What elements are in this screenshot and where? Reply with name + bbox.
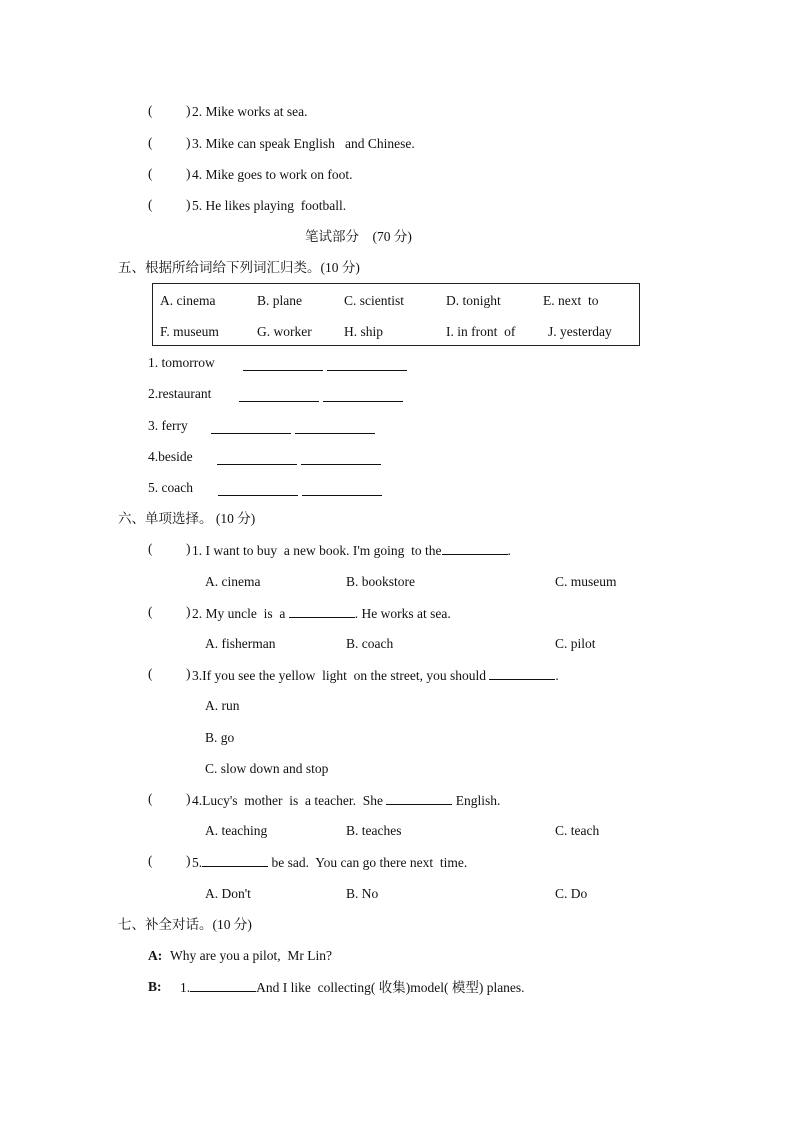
question-stem: 5. [192,855,203,870]
answer-blank[interactable] [327,357,407,371]
answer-paren-open[interactable]: ( [148,541,153,556]
question-stem-end: be sad. You can go there next time. [268,855,468,870]
answer-blank[interactable] [386,791,452,805]
dialogue-text-rest: And I like collecting( 收集)model( 模型) planes. [256,980,525,995]
speaker-a-label: A: [148,948,163,963]
answer-blank[interactable] [302,482,382,496]
question-text: 4. Mike goes to work on foot. [192,167,353,182]
answer-paren-open[interactable]: ( [148,853,153,868]
question-stem: 3.If you see the yellow light on the street, you should [192,668,490,683]
section6-title: 六、单项选择。 (10 分) [118,511,256,526]
answer-blank[interactable] [202,853,268,867]
option-c[interactable]: C. museum [555,574,617,589]
answer-blank[interactable] [301,451,381,465]
option-b[interactable]: B. bookstore [346,574,415,589]
answer-blank[interactable] [217,451,297,465]
answer-paren-open[interactable]: ( [148,135,153,150]
answer-paren-close: ) [186,853,191,868]
answer-blank[interactable] [239,388,319,402]
answer-paren-close: ) [186,103,191,118]
answer-paren-close: ) [186,166,191,181]
option-c[interactable]: C. pilot [555,636,596,651]
word-option: J. yesterday [548,324,612,339]
option-c[interactable]: C. slow down and stop [205,761,329,776]
answer-paren-open[interactable]: ( [148,666,153,681]
option-c[interactable]: C. teach [555,823,600,838]
blank-number: 1. [180,980,191,995]
question-text [192,791,500,810]
word-bank-box [152,283,640,346]
word-option: E. next to [543,293,599,308]
option-b[interactable]: B. No [346,886,379,901]
answer-paren-close: ) [186,666,191,681]
option-c[interactable]: C. Do [555,886,588,901]
answer-paren-close: ) [186,135,191,150]
answer-blank[interactable] [489,666,555,680]
answer-paren-close: ) [186,541,191,556]
section7-title: 七、补全对话。(10 分) [118,917,252,932]
answer-paren-open[interactable]: ( [148,604,153,619]
word-option: G. worker [257,324,312,339]
answer-blank[interactable] [289,604,355,618]
classify-word: 3. ferry [148,418,188,433]
option-a[interactable]: A. teaching [205,823,268,838]
option-b[interactable]: B. coach [346,636,394,651]
option-a[interactable]: A. cinema [205,574,261,589]
question-stem-end: . [507,543,511,558]
section5-title: 五、根据所给词给下列词汇归类。(10 分) [118,260,360,275]
answer-paren-open[interactable]: ( [148,791,153,806]
answer-blank[interactable] [243,357,323,371]
answer-blank[interactable] [190,978,256,992]
question-stem: 1. I want to buy a new book. I'm going to the [192,543,442,558]
answer-paren-close: ) [186,197,191,212]
answer-blank[interactable] [295,420,375,434]
dialogue-text [180,978,525,997]
speaker-b-label: B: [148,979,162,994]
option-a[interactable]: A. Don't [205,886,251,901]
question-text [192,541,511,560]
written-part-header: 笔试部分 (70 分) [305,229,412,244]
answer-paren-close: ) [186,604,191,619]
word-option: D. tonight [446,293,501,308]
question-text [192,853,467,872]
answer-paren-open[interactable]: ( [148,103,153,118]
answer-blank[interactable] [323,388,403,402]
option-a[interactable]: A. fisherman [205,636,276,651]
option-a[interactable]: A. run [205,698,240,713]
classify-word: 4.beside [148,449,193,464]
question-text: 2. Mike works at sea. [192,104,308,119]
answer-blank[interactable] [442,541,508,555]
question-stem-end: . [555,668,559,683]
answer-blank[interactable] [211,420,291,434]
question-stem-end: . He works at sea. [354,606,451,621]
classify-word: 1. tomorrow [148,355,215,370]
answer-paren-open[interactable]: ( [148,197,153,212]
word-option: C. scientist [344,293,404,308]
question-text: 3. Mike can speak English and Chinese. [192,136,415,151]
question-stem-end: English. [452,793,501,808]
classify-word: 2.restaurant [148,386,212,401]
word-option: H. ship [344,324,384,339]
question-stem: 2. My uncle is a [192,606,289,621]
word-option: A. cinema [160,293,216,308]
classify-word: 5. coach [148,480,193,495]
question-text [192,666,559,685]
answer-blank[interactable] [218,482,298,496]
option-b[interactable]: B. go [205,730,235,745]
question-text [192,604,451,623]
question-text: 5. He likes playing football. [192,198,347,213]
word-option: I. in front of [446,324,516,339]
option-b[interactable]: B. teaches [346,823,402,838]
dialogue-text: Why are you a pilot, Mr Lin? [170,948,332,963]
word-option: F. museum [160,324,219,339]
answer-paren-close: ) [186,791,191,806]
word-option: B. plane [257,293,302,308]
question-stem: 4.Lucy's mother is a teacher. She [192,793,387,808]
answer-paren-open[interactable]: ( [148,166,153,181]
